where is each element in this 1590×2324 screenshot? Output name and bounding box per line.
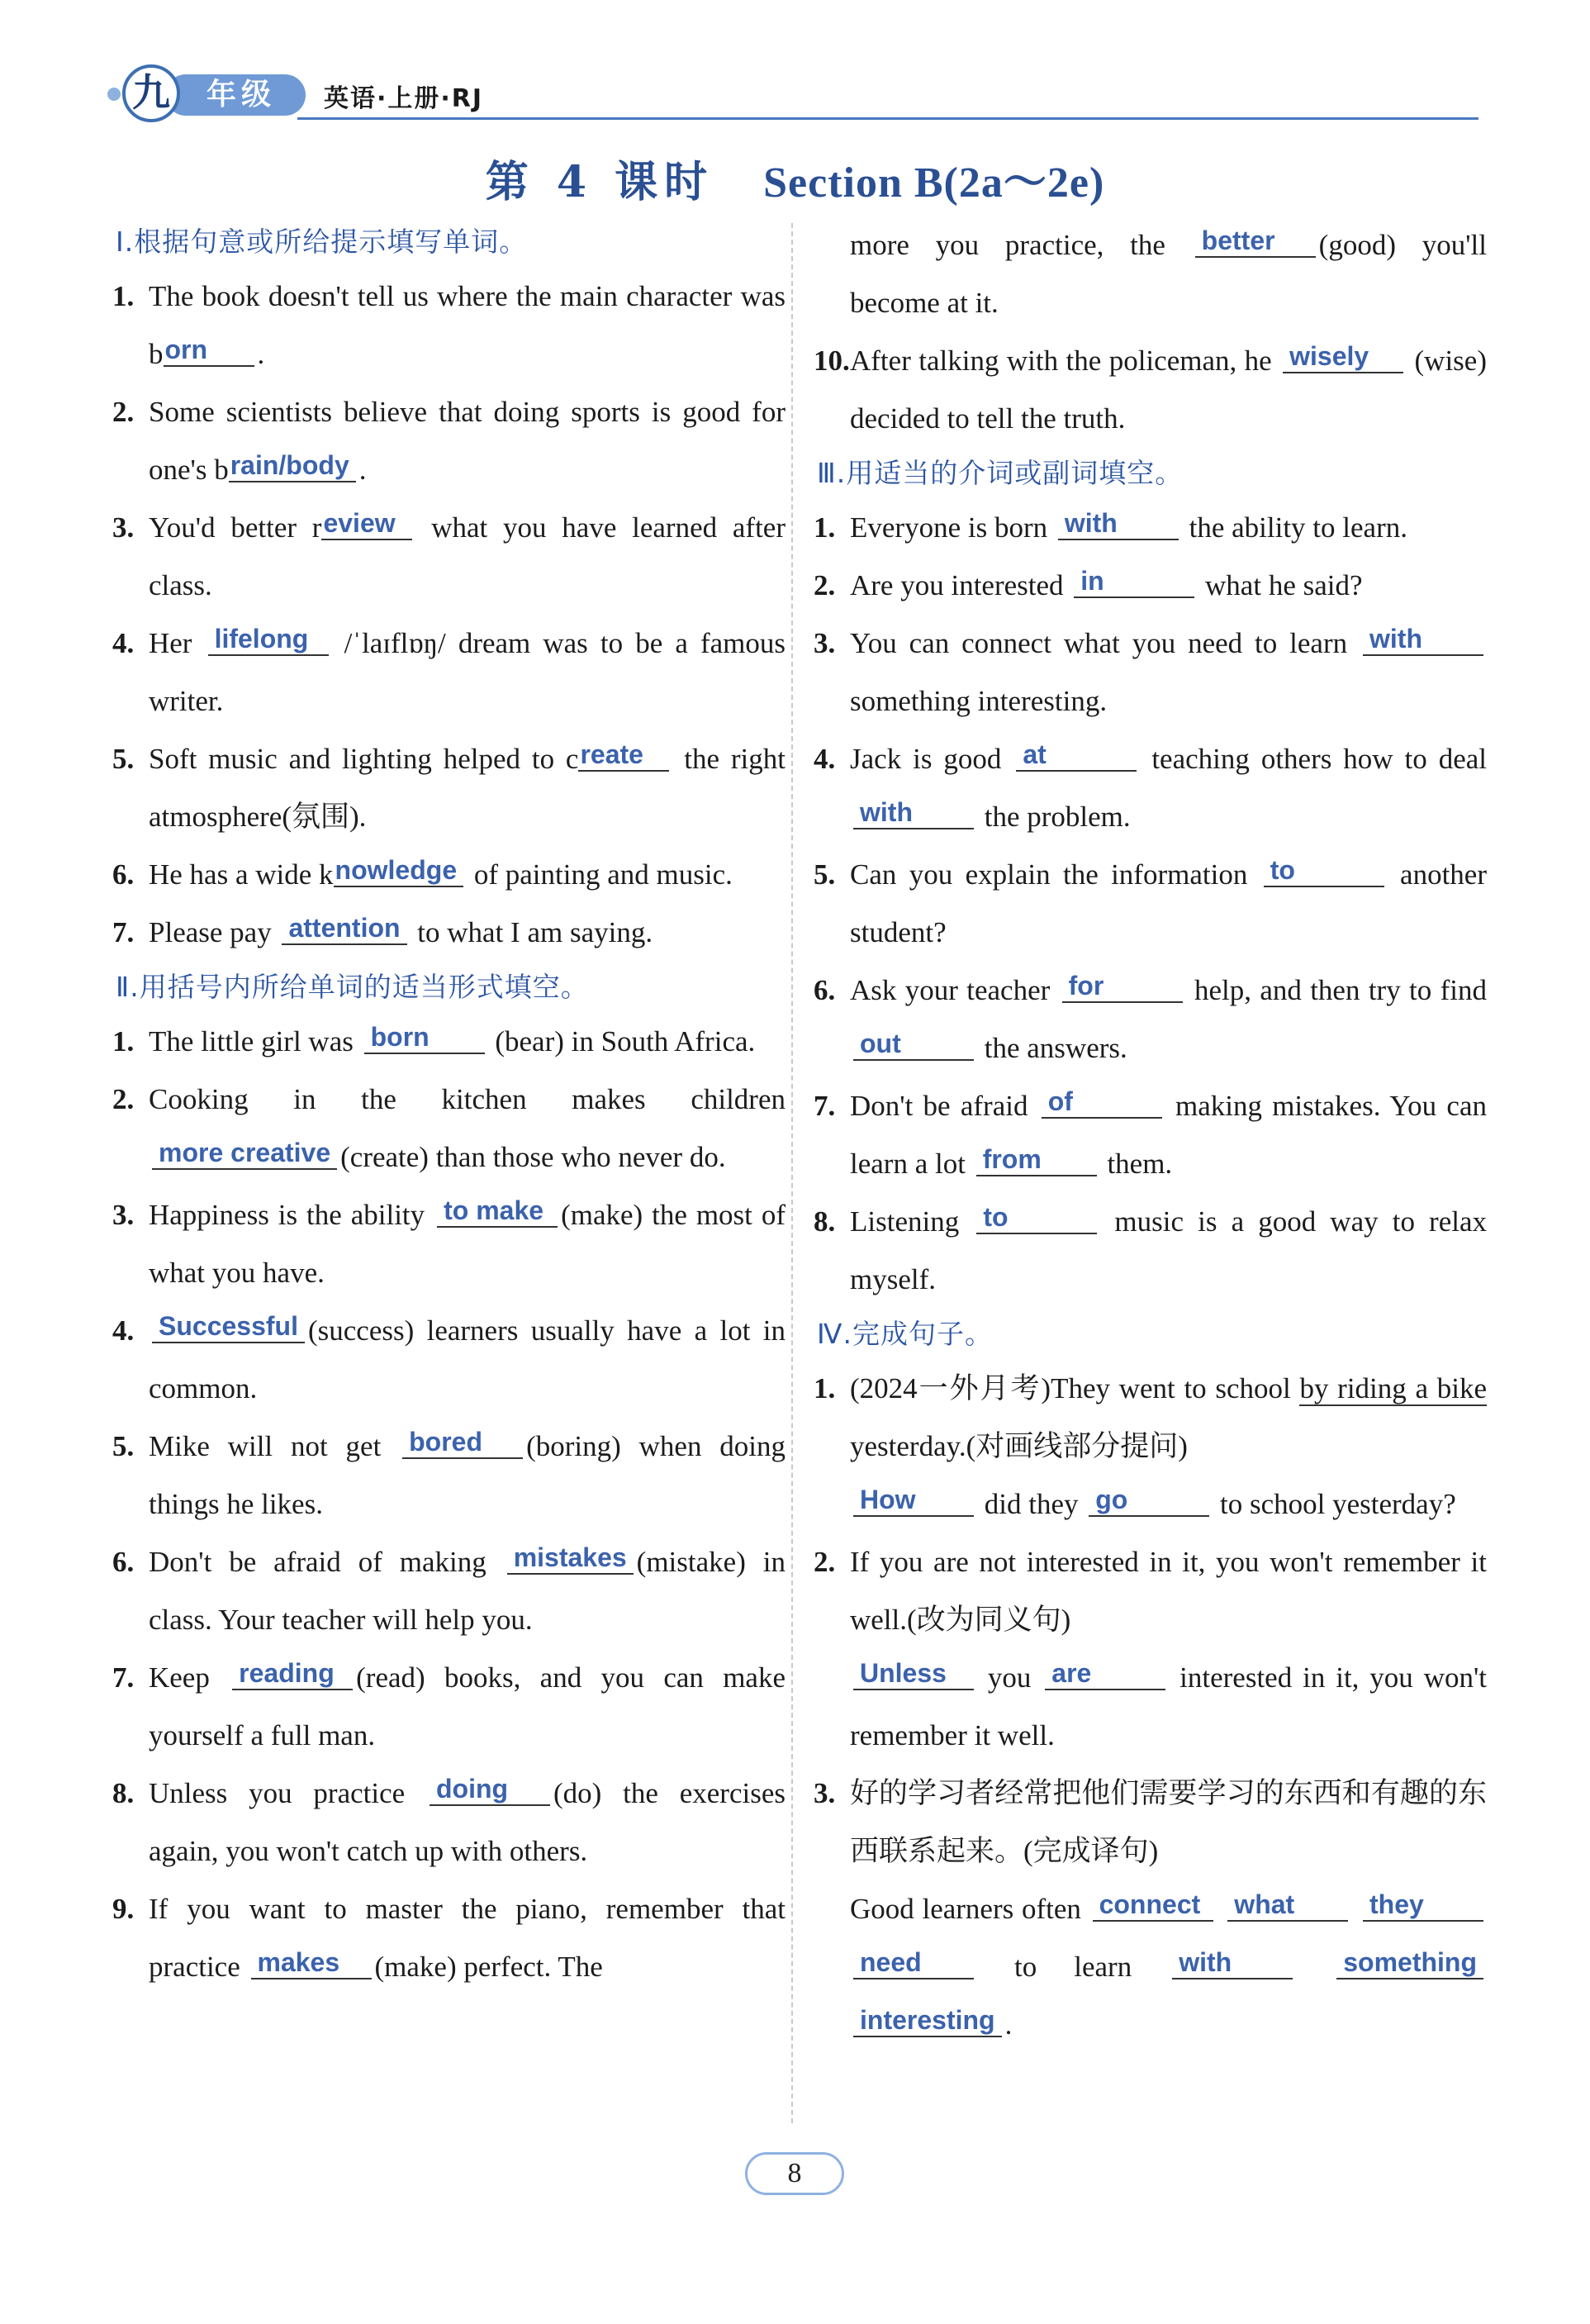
item-text: (mistake) in class. Your teacher will help you. xyxy=(149,1546,786,1636)
exercise-item xyxy=(112,499,786,615)
item-text xyxy=(1296,1951,1333,1983)
subject-label: 英语·上册·RJ xyxy=(324,84,484,113)
item-text: You can connect what you need to learn xyxy=(850,627,1360,659)
item-text: yesterday.(对画线部分提问) xyxy=(850,1430,1188,1462)
section-3-heading: Ⅲ.用适当的介词或副词填空。 xyxy=(817,457,1184,489)
answer-blank: for xyxy=(1062,970,1183,1003)
exercise-item xyxy=(814,730,1487,846)
item-text: The little girl was xyxy=(149,1025,361,1057)
item-text: the problem. xyxy=(977,801,1131,833)
item-text: to school yesterday? xyxy=(1213,1488,1456,1520)
item-number: 5. xyxy=(112,1430,135,1462)
exercise-item xyxy=(112,1418,786,1533)
answer-blank: eview xyxy=(321,507,412,540)
answer-blank: better xyxy=(1195,225,1316,258)
answer-blank: connect xyxy=(1093,1889,1213,1922)
exercise-item xyxy=(112,1013,786,1071)
item-text: Happiness is the ability xyxy=(149,1199,434,1231)
item-number: 7. xyxy=(112,1661,135,1694)
item-text: The book doesn't tell us where the main character was b xyxy=(149,280,786,370)
item-text: If you want to master the piano, remember that practice xyxy=(149,1893,786,1983)
item-text: Everyone is born xyxy=(850,511,1055,544)
exercise-item xyxy=(112,1649,786,1765)
item-text: something interesting. xyxy=(850,685,1108,717)
item-number: 7. xyxy=(112,916,135,948)
item-text: Jack is good xyxy=(850,743,1013,775)
answer-blank: reading xyxy=(232,1657,353,1690)
underlined-phrase: by riding a bike xyxy=(1299,1372,1487,1404)
answer-blank: to make xyxy=(437,1195,558,1228)
item-text: (do) the exercises again, you won't catch up with others. xyxy=(149,1777,786,1867)
item-number: 2. xyxy=(814,569,836,601)
answer-blank: Unless xyxy=(853,1657,974,1690)
answer-blank: lifelong xyxy=(208,623,329,656)
answer-blank: they xyxy=(1363,1889,1483,1922)
exercise-item xyxy=(112,1302,786,1418)
item-10 xyxy=(814,332,1487,448)
item-text: music is a good way to relax myself. xyxy=(850,1205,1487,1295)
lesson-number: 第 4 课时 xyxy=(485,157,714,207)
exercise-item xyxy=(814,557,1487,615)
answer-blank: of xyxy=(1042,1086,1162,1119)
section-1-items xyxy=(112,268,786,962)
exercise-item xyxy=(112,268,786,383)
item-number: 4. xyxy=(112,1314,135,1347)
item-number: 3. xyxy=(814,627,836,659)
item-text: more you practice, the xyxy=(850,229,1192,261)
item-number: 10. xyxy=(814,345,850,377)
item-text: Don't be afraid of making xyxy=(149,1546,504,1578)
right-column xyxy=(814,216,1487,2054)
answer-blank: attention xyxy=(282,912,406,945)
item-text: the ability to learn. xyxy=(1181,511,1407,544)
item-number: 8. xyxy=(814,1205,836,1238)
item-text: Soft music and lighting helped to c xyxy=(149,743,579,775)
item-number: 4. xyxy=(814,743,836,775)
answer-blank: interesting xyxy=(853,2004,1002,2037)
grade-first: 九 xyxy=(132,70,170,115)
answer-blank: at xyxy=(1016,739,1137,772)
answer-blank: born xyxy=(364,1021,485,1054)
item-text: Some scientists believe that doing sports is good for one's b xyxy=(149,396,786,486)
grade-badge xyxy=(107,59,306,124)
exercise-item xyxy=(112,1880,786,1996)
item-text: You'd better r xyxy=(149,511,322,544)
item-text: (good) you'll become at it. xyxy=(850,229,1487,319)
item-text: Don't be afraid xyxy=(850,1090,1038,1122)
item-text: help, and then try to find xyxy=(1185,974,1487,1006)
item-text: . xyxy=(1004,2008,1013,2041)
exercise-item xyxy=(814,1360,1487,1533)
page-number: 8 xyxy=(787,2158,802,2189)
item-text: to what I am saying. xyxy=(410,916,653,948)
item-text: He has a wide k xyxy=(149,858,334,891)
item-text: Can you explain the information xyxy=(850,858,1260,891)
answer-blank: nowledge xyxy=(334,854,464,887)
decor-dot xyxy=(107,88,121,101)
exercise-item xyxy=(112,615,786,730)
item-text: Unless you practice xyxy=(149,1777,426,1809)
answer-blank: Successful xyxy=(152,1310,305,1343)
exercise-item xyxy=(112,1765,786,1880)
item-text: /ˈlaɪflɒŋ/ dream was to be a famous writer. xyxy=(149,627,786,717)
section-name: Section B(2a～2e) xyxy=(763,159,1105,207)
item-number: 4. xyxy=(112,627,135,659)
item-number: 3. xyxy=(814,1777,836,1809)
exercise-item xyxy=(814,499,1487,557)
item-text: Please pay xyxy=(149,916,279,948)
answer-blank: makes xyxy=(251,1946,372,1979)
item-text: the answers. xyxy=(977,1032,1127,1064)
exercise-item xyxy=(814,962,1487,1077)
answer-blank: go xyxy=(1089,1484,1209,1517)
section-2-heading: Ⅱ.用括号内所给单词的适当形式填空。 xyxy=(116,971,589,1003)
answer-blank: with xyxy=(1058,507,1179,540)
item-text: If you are not interested in it, you won't remember it well.(改为同义句) xyxy=(850,1546,1487,1636)
item-number: 6. xyxy=(112,1546,135,1578)
exercise-item xyxy=(112,1186,786,1302)
item-text: making mistakes. You can learn a lot xyxy=(850,1090,1487,1180)
item-number: 2. xyxy=(814,1546,836,1578)
answer-blank: rain/body xyxy=(229,449,356,482)
answer-blank: doing xyxy=(430,1773,550,1806)
answer-blank: out xyxy=(853,1028,974,1061)
item-number: 7. xyxy=(814,1090,836,1122)
item-9-continued xyxy=(814,216,1487,332)
answer-blank: are xyxy=(1045,1657,1165,1690)
page-number-badge xyxy=(745,2152,844,2195)
item-text: (2024一外月考)They went to school xyxy=(850,1372,1300,1404)
item-number: 5. xyxy=(814,858,836,891)
item-text: you xyxy=(977,1661,1042,1694)
item-text: 好的学习者经常把他们需要学习的东西和有趣的东西联系起来。(完成译句) xyxy=(850,1777,1487,1867)
item-number: 5. xyxy=(112,743,135,775)
exercise-item xyxy=(814,1533,1487,1765)
exercise-item xyxy=(814,1077,1487,1193)
item-number: 1. xyxy=(814,1372,836,1404)
section-1-heading: Ⅰ.根据句意或所给提示填写单词。 xyxy=(116,226,528,258)
exercise-item xyxy=(814,332,1487,448)
item-number: 2. xyxy=(112,396,135,428)
column-divider xyxy=(791,223,793,2123)
item-text: the right atmosphere(氛围). xyxy=(149,743,786,833)
exercise-item xyxy=(814,615,1487,730)
item-number: 1. xyxy=(112,280,135,312)
item-text xyxy=(1351,1893,1360,1925)
item-text: Keep xyxy=(149,1661,230,1694)
section-4-heading: Ⅳ.完成句子。 xyxy=(817,1318,993,1350)
answer-line xyxy=(850,1880,1487,2054)
answer-line xyxy=(850,1476,1487,1533)
item-text: . xyxy=(358,454,367,486)
item-number: 6. xyxy=(814,974,836,1006)
item-text: interested in it, you won't remember it well. xyxy=(850,1661,1488,1751)
exercise-item xyxy=(112,1071,786,1186)
item-text: (make) perfect. The xyxy=(374,1951,603,1983)
grade-rest: 年级 xyxy=(206,78,276,112)
item-number: 3. xyxy=(112,511,135,544)
answer-blank: How xyxy=(853,1484,974,1517)
grade-circle xyxy=(122,64,180,122)
item-number: 1. xyxy=(814,511,836,544)
answer-blank: with xyxy=(1172,1946,1293,1979)
answer-blank: something xyxy=(1336,1946,1483,1979)
item-text: teaching others how to deal xyxy=(1140,743,1487,775)
item-number: 9. xyxy=(112,1893,135,1925)
item-text: (create) than those who never do. xyxy=(340,1141,726,1173)
exercise-item xyxy=(814,1193,1487,1309)
item-text: to learn xyxy=(977,1951,1170,1983)
item-text: did they xyxy=(977,1488,1086,1520)
item-text: Mike will not get xyxy=(149,1430,400,1462)
section-2-items xyxy=(112,1013,786,1996)
item-text: (wise) decided to tell the truth. xyxy=(850,345,1487,435)
item-text xyxy=(1217,1893,1225,1925)
answer-blank: with xyxy=(1363,623,1483,656)
item-text: another student? xyxy=(850,858,1487,948)
answer-blank: orn xyxy=(164,334,254,367)
item-text: of painting and music. xyxy=(467,858,733,891)
answer-blank: to xyxy=(1264,854,1384,887)
answer-blank: wisely xyxy=(1283,340,1403,373)
grade-pill xyxy=(165,74,306,116)
item-text: Ask your teacher xyxy=(850,974,1059,1006)
answer-line xyxy=(850,1649,1487,1765)
answer-blank: in xyxy=(1074,565,1194,598)
item-text: Listening xyxy=(850,1205,974,1238)
item-number: 1. xyxy=(112,1025,135,1057)
exercise-item xyxy=(814,846,1487,962)
header-rule xyxy=(297,117,1478,120)
answer-blank: reate xyxy=(578,739,669,772)
item-text: Are you interested xyxy=(850,569,1071,601)
item-text: what he said? xyxy=(1198,569,1363,601)
item-text: After talking with the policeman, he xyxy=(850,345,1280,377)
item-text: (bear) in South Africa. xyxy=(487,1025,756,1057)
item-number: 3. xyxy=(112,1199,135,1231)
answer-blank: bored xyxy=(402,1426,523,1459)
item-text: Her xyxy=(149,627,205,659)
item-text: (read) books, and you can make yourself a full man. xyxy=(149,1661,786,1751)
answer-blank: need xyxy=(853,1946,974,1979)
item-text: (success) learners usually have a lot in common. xyxy=(149,1314,786,1404)
answer-blank: what xyxy=(1227,1889,1348,1922)
answer-blank: with xyxy=(853,796,974,829)
item-text: them. xyxy=(1099,1148,1173,1180)
section-3-items xyxy=(814,499,1487,1309)
item-text: (make) the most of what you have. xyxy=(149,1199,786,1289)
answer-blank: from xyxy=(976,1143,1097,1176)
answer-blank: mistakes xyxy=(507,1542,634,1575)
item-text: Cooking in the kitchen makes children xyxy=(149,1083,786,1115)
answer-blank: to xyxy=(976,1201,1097,1234)
page-header xyxy=(107,59,1478,126)
lesson-title xyxy=(0,147,1590,209)
exercise-item xyxy=(112,1533,786,1649)
item-number: 8. xyxy=(112,1777,135,1809)
exercise-item xyxy=(112,730,786,846)
exercise-item xyxy=(112,383,786,499)
item-text: . xyxy=(257,338,265,370)
exercise-item xyxy=(814,1765,1487,2054)
exercise-item xyxy=(112,904,786,962)
item-text: (boring) when doing things he likes. xyxy=(149,1430,786,1520)
item-number: 6. xyxy=(112,858,135,891)
left-column xyxy=(112,216,786,1996)
exercise-item xyxy=(112,846,786,904)
section-4-items xyxy=(814,1360,1487,2054)
item-number: 2. xyxy=(112,1083,135,1115)
answer-blank: more creative xyxy=(152,1137,337,1170)
item-text: what you have learned after class. xyxy=(149,511,786,601)
item-text: Good learners often xyxy=(850,1893,1089,1925)
